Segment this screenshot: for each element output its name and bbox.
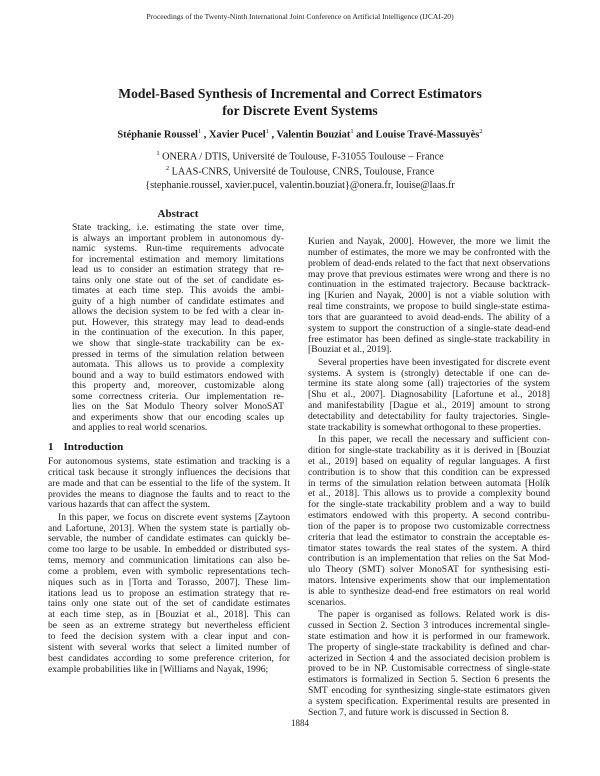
author-separator: , [201, 129, 209, 141]
paragraph [308, 358, 550, 434]
text-line: may prove that previous estimates were wrong and there is no [308, 268, 550, 280]
text-line: is able to synthesize dead-end free estimators on real world [308, 586, 550, 597]
text-line: guity of a high number of candidate estimates and [72, 295, 284, 307]
text-line: number of estimates, the more we may be confronted with the [308, 246, 550, 258]
text-line: Section 7, and future work is discussed in Section 8. [308, 706, 509, 718]
text-line: proved to be in NP. Customisable correctness of single-state [308, 663, 550, 675]
text-line: and manifestability [Dague et al., 2019] amount to strong [308, 400, 550, 412]
introduction-right-column [308, 237, 550, 720]
author-affiliation-mark: 1 [265, 128, 269, 135]
paragraph [72, 223, 284, 434]
text-line: detectability and detectability for faulty trajectories. Single- [308, 411, 550, 422]
text-line: tors that are guaranteed to avoid dead-ends. The ability of a [308, 311, 550, 323]
section-heading-introduction [48, 441, 123, 454]
text-line: continuation in the estimated trajectory. Because backtrack- [308, 279, 550, 291]
author-affiliation-mark: 1 [197, 128, 202, 135]
text-line: come a problem, even with symbolic representations tech- [48, 565, 290, 577]
text-line: be seen as an extreme strategy but nevertheless efficient [48, 620, 290, 632]
text-line: State tracking, i.e. estimating the state over time, [72, 222, 284, 233]
author-list [0, 128, 600, 140]
text-line: servable, the number of candidate estimates can quickly be- [48, 533, 290, 545]
text-line: namic systems. Run-time requirements advocate [72, 243, 284, 255]
running-header: Proceedings of the Twenty-Ninth International Joint Conference on Artificial Intelligence (IJCAI-20) [146, 12, 454, 21]
affiliation-number: 1 [156, 150, 160, 157]
text-line: some correctness criteria. Our implementation re- [72, 390, 284, 402]
text-line: pressed in terms of the simulation relation between [72, 348, 284, 360]
text-line: and experiments show that our encoding scales up [72, 411, 284, 423]
text-line: real time constraints, we propose to build single-state estima- [308, 301, 550, 313]
text-line: termine its state along some (all) trajectories of the system [308, 378, 550, 390]
text-line: is always an important problem in autonomous dy- [72, 232, 284, 244]
text-line: a system specification. Experimental results are presented in [308, 695, 550, 707]
paragraph [308, 435, 550, 609]
author-name: Louise Travé-Massuyès [375, 129, 480, 141]
affiliation [0, 165, 600, 177]
text-line: In this paper, we focus on discrete event systems [Zaytoon [58, 511, 290, 523]
text-line: for the single-state trackability problem and a way to build [308, 499, 550, 511]
text-line: dition for single-state trackability as it is derived in [Bouziat [308, 445, 550, 457]
text-line: Several properties have been investigated for discrete event [318, 356, 550, 368]
text-line: free estimator has been defined as single-state trackability in [308, 333, 550, 345]
text-line: system to support the construction of a single-state dead-end [308, 322, 550, 334]
author-separator: and [353, 129, 376, 141]
page-number: 1884 [291, 718, 309, 728]
text-line: tems, memory and communication limitations can also be- [48, 555, 290, 567]
text-line: various hazards that can affect the system. [48, 499, 211, 511]
text-line: critical task because it strongly influences the decisions that [48, 466, 290, 478]
text-line: mators. Intensive experiments show that our implementation [308, 575, 550, 587]
title-line: for Discrete Event Systems [222, 103, 378, 118]
text-line: are made and that can be essential to the life of the system. It [48, 477, 290, 489]
text-line: systems. A system is (strongly) detectable if one can de- [308, 367, 550, 379]
affiliation-text: LAAS-CNRS, Université de Toulouse, CNRS, Toulouse, France [171, 166, 435, 178]
text-line: allows the decision system to be fed with a clear in- [72, 306, 284, 318]
text-line: contribution is an implementation that relies on the Sat Mod- [308, 553, 550, 565]
text-line: to feed the decision system with a clear input and con- [48, 631, 290, 642]
text-line: timates at each time step. This avoids the ambi- [72, 285, 284, 297]
text-line: for incremental estimation and memory limitations [72, 253, 284, 265]
text-line: tains only one state out of the set of candidate estimates [48, 598, 290, 610]
abstract-heading: Abstract [157, 208, 199, 220]
paragraph [308, 237, 550, 356]
text-line: For autonomous systems, state estimation and tracking is a [48, 456, 290, 467]
text-line: contribution is to show that this condition can be expressed [308, 466, 550, 478]
text-line: bound and a way to build estimators endowed with [72, 369, 284, 381]
text-line: we show that single-state trackability can be ex- [72, 338, 284, 350]
text-line: state trackability is somewhat orthogonal to these properties. [308, 421, 541, 433]
text-line: ing [Kurien and Nayak, 2000] is not a viable solution with [308, 290, 550, 302]
text-line: criteria that lead the estimator to constrain the acceptable es- [308, 531, 550, 543]
text-line: estimators endowed with this property. A second contribu- [308, 510, 550, 522]
text-line: In this paper, we recall the necessary and sufficient con- [318, 434, 550, 446]
text-line: [Bouziat et al., 2019]. [308, 344, 392, 356]
text-line: scenarios. [308, 596, 347, 608]
text-line: lead us to consider an estimation strategy that re- [72, 264, 284, 276]
author-name: Valentin Bouziat [276, 129, 351, 141]
text-line: [Shu et al., 2007]. Diagnosability [Lafortune et al., 2018] [308, 389, 550, 401]
text-line: Kurien and Nayak, 2000]. However, the more we limit the [308, 236, 550, 247]
text-line: tion of the paper is to propose two customizable correctness [308, 520, 550, 532]
text-line: sistent with several works that select a limited number of [48, 641, 290, 653]
affiliation-text: ONERA / DTIS, Université de Toulouse, F-31055 Toulouse – France [162, 151, 444, 163]
section-number: 1 [48, 441, 54, 453]
author-separator: , [268, 129, 277, 141]
text-line: provides the means to diagnose the faults and to react to the [48, 488, 290, 500]
title-line: Model-Based Synthesis of Incremental and Correct Estimators [118, 86, 482, 101]
paragraph [48, 513, 290, 676]
text-line: and applies to real world scenarios. [72, 422, 208, 434]
paragraph [48, 457, 290, 511]
text-line: state estimation and how it is performed in our framework. [308, 630, 550, 642]
text-line: itations lead us to propose an estimation strategy that re- [48, 587, 290, 599]
text-line: automata. This allows us to provide a complexity [72, 359, 284, 371]
text-line: niques such as in [Torta and Torasso, 2007]. These lim- [48, 576, 290, 588]
text-line: in terms of the simulation relation between automata [Holík [308, 477, 550, 489]
section-title: Introduction [63, 441, 124, 453]
paper-title [0, 85, 600, 119]
text-line: lies on the Sat Modulo Theory solver MonoSAT [72, 401, 284, 413]
text-line: estimators is formalized in Section 5. Section 6 presents the [308, 674, 550, 686]
text-line: best candidates according to some preference criterion, for [48, 652, 290, 664]
text-line: put. However, this strategy may lead to dead-ends [72, 316, 284, 328]
text-line: this property and, moreover, customizable along [72, 380, 284, 392]
text-line: tains only one state out of the set of candidate es- [72, 274, 284, 286]
text-line: come too large to be usable. In embedded or distributed sys- [48, 544, 290, 556]
text-line: at each time step, as in [Bouziat et al., 2018]. This can [48, 609, 290, 621]
text-line: The paper is organised as follows. Related work is dis- [318, 609, 550, 621]
text-line: acterized in Section 4 and the associated decision problem is [308, 652, 550, 664]
introduction-left-column [48, 457, 290, 677]
affiliation [0, 150, 600, 162]
author-affiliation-mark: 1 [350, 128, 354, 135]
paragraph [308, 610, 550, 718]
text-line: and Lafortune, 2013]. When the system state is partially ob- [48, 522, 290, 534]
abstract-body [72, 223, 284, 435]
text-line: et al., 2018]. This allows us to provide a complexity bound [308, 488, 550, 500]
text-line: example probabilities like in [Williams and Nayak, 1996; [48, 663, 269, 675]
text-line: problem of dead-ends related to the fact that next observations [308, 257, 550, 269]
text-line: in the continuation of the execution. In this paper, [72, 327, 284, 339]
author-affiliation-mark: 2 [479, 128, 483, 135]
author-emails: {stephanie.roussel, xavier.pucel, valentin.bouziat}@onera.fr, louise@laas.fr [145, 180, 455, 191]
author-name: Stéphanie Roussel [117, 129, 198, 141]
text-line: SMT encoding for synthesizing single-state estimators given [308, 685, 550, 697]
text-line: cussed in Section 2. Section 3 introduces incremental single- [308, 620, 550, 632]
text-line: The property of single-state trackability is defined and char- [308, 641, 550, 653]
text-line: timator states towards the real states of the system. A third [308, 542, 550, 554]
author-name: Xavier Pucel [209, 129, 266, 141]
text-line: et al., 2019] based on equality of regular languages. A first [308, 455, 550, 467]
affiliation-number: 2 [165, 165, 170, 172]
text-line: ulo Theory (SMT) solver MonoSAT for synthesising esti- [308, 564, 550, 576]
